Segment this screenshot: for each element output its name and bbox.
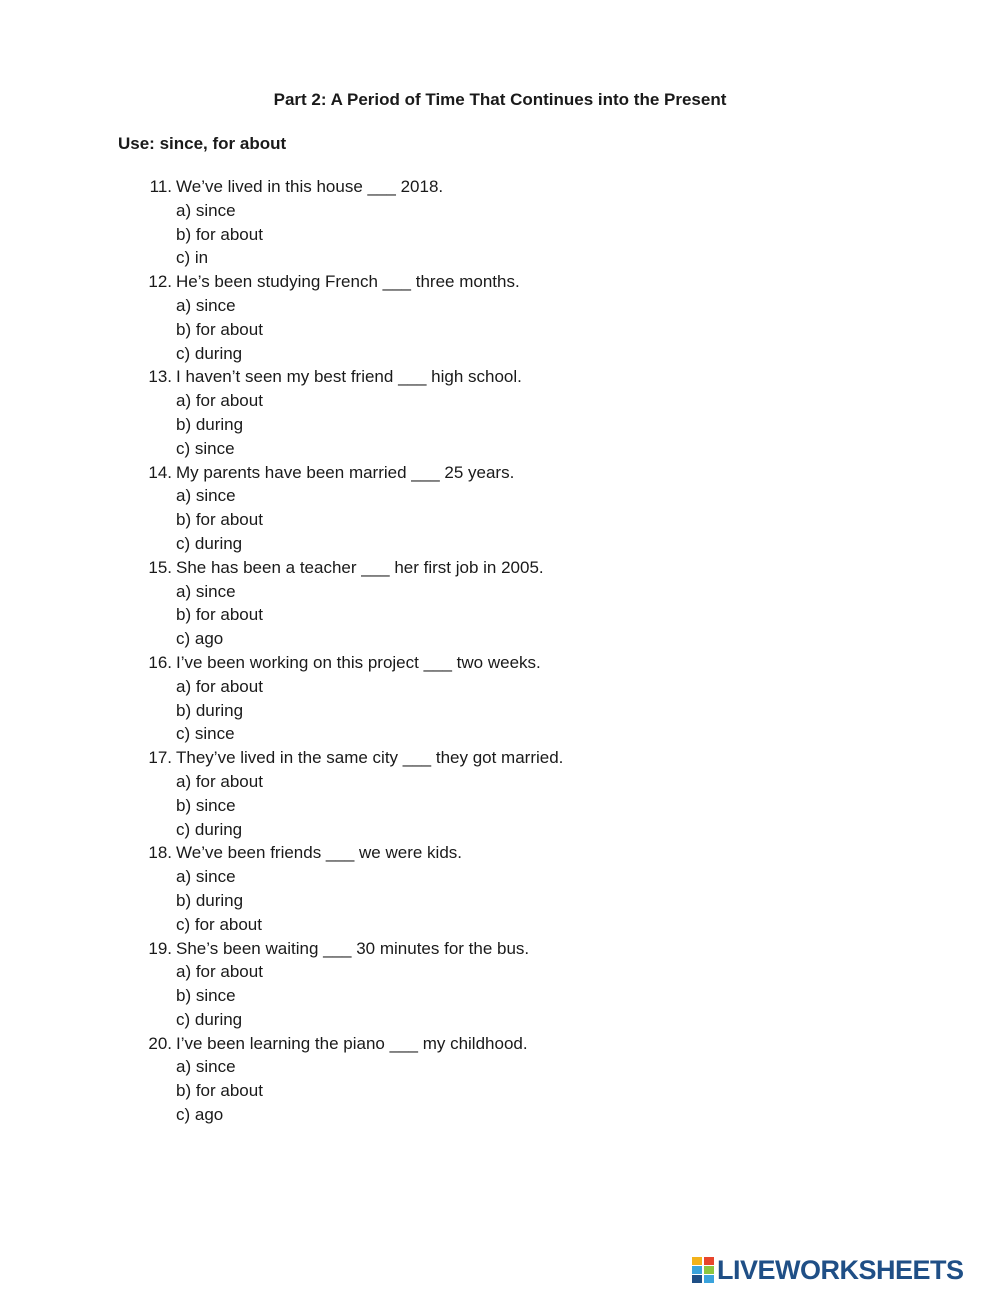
question-line [0,937,1000,961]
question-item [0,461,1000,556]
logo-text: LIVEWORKSHEETS [717,1255,964,1285]
answer-option[interactable]: c) in [176,248,209,268]
question-number: 11. [149,177,172,196]
answer-option[interactable]: a) since [176,1057,236,1077]
answer-option[interactable]: a) since [176,867,236,887]
answer-option[interactable]: b) during [176,890,244,910]
question-text: I haven’t seen my best friend ___ high school. [176,367,522,387]
question-item [0,270,1000,365]
option-list [0,484,1000,555]
question-line [0,556,1000,580]
question-text: They’ve lived in the same city ___ they got married. [176,748,564,768]
answer-option[interactable]: a) since [176,486,236,506]
question-line [0,841,1000,865]
option-list [0,770,1000,841]
question-number: 17. [148,748,172,768]
option-list [0,580,1000,651]
question-list [0,175,1000,1127]
question-item [0,841,1000,936]
answer-option[interactable]: a) for about [176,391,263,411]
answer-option[interactable]: b) for about [176,1081,263,1101]
question-number: 16. [148,652,172,672]
answer-option[interactable]: b) during [176,700,244,720]
question-text: My parents have been married ___ 25 years. [176,462,515,482]
page-title: Part 2: A Period of Time That Continues into the Present [273,90,727,109]
question-text: We’ve lived in this house ___ 2018. [176,177,444,196]
question-text: She has been a teacher ___ her first job in 2005. [176,557,544,577]
question-number: 18. [148,843,172,863]
question-line [0,365,1000,389]
question-item [0,556,1000,651]
answer-option[interactable]: b) since [176,986,236,1006]
answer-option[interactable]: a) for about [176,962,263,982]
answer-option[interactable]: c) during [176,533,243,553]
question-text: We’ve been friends ___ we were kids. [176,843,463,863]
question-text: He’s been studying French ___ three months. [176,272,520,292]
answer-option[interactable]: c) during [176,819,243,839]
answer-option[interactable]: c) during [176,1009,243,1029]
liveworksheets-logo [692,1254,964,1286]
answer-option[interactable]: a) since [176,581,236,601]
question-number: 19. [148,938,172,958]
question-text: I’ve been learning the piano ___ my childhood. [176,1033,528,1053]
answer-option[interactable]: b) for about [176,319,263,339]
question-item [0,1032,1000,1127]
question-item [0,365,1000,460]
answer-option[interactable]: b) for about [176,605,263,625]
question-number: 13. [148,367,172,387]
answer-option[interactable]: a) for about [176,771,263,791]
answer-option[interactable]: a) for about [176,676,263,696]
question-item [0,175,1000,270]
option-list [0,199,1000,270]
question-line [0,651,1000,675]
option-list [0,960,1000,1031]
option-list [0,865,1000,936]
answer-option[interactable]: b) for about [176,510,263,530]
answer-option[interactable]: a) since [176,200,236,220]
question-line [0,270,1000,294]
question-number: 20. [148,1033,172,1053]
question-number: 14. [148,462,172,482]
option-list [0,1055,1000,1126]
answer-option[interactable]: b) for about [176,224,263,244]
answer-option[interactable]: c) during [176,343,243,363]
answer-option[interactable]: c) for about [176,914,262,934]
question-number: 12. [148,272,172,292]
answer-option[interactable]: c) ago [176,1105,224,1125]
option-list [0,294,1000,365]
option-list [0,675,1000,746]
question-item [0,937,1000,1032]
question-line [0,461,1000,485]
question-number: 15. [148,557,172,577]
answer-option[interactable]: c) since [176,724,235,744]
answer-option[interactable]: c) since [176,438,235,458]
answer-option[interactable]: b) during [176,414,244,434]
option-list [0,389,1000,460]
question-line [0,175,1000,199]
question-line [0,746,1000,770]
liveworksheets-logo-icon [692,1257,714,1283]
instruction-text: Use: since, for about [118,134,287,153]
answer-option[interactable]: b) since [176,795,236,815]
question-item [0,651,1000,746]
question-line [0,1032,1000,1056]
question-text: I’ve been working on this project ___ two weeks. [176,652,541,672]
question-text: She’s been waiting ___ 30 minutes for the bus. [176,938,530,958]
question-item [0,746,1000,841]
answer-option[interactable]: c) ago [176,629,224,649]
answer-option[interactable]: a) since [176,295,236,315]
